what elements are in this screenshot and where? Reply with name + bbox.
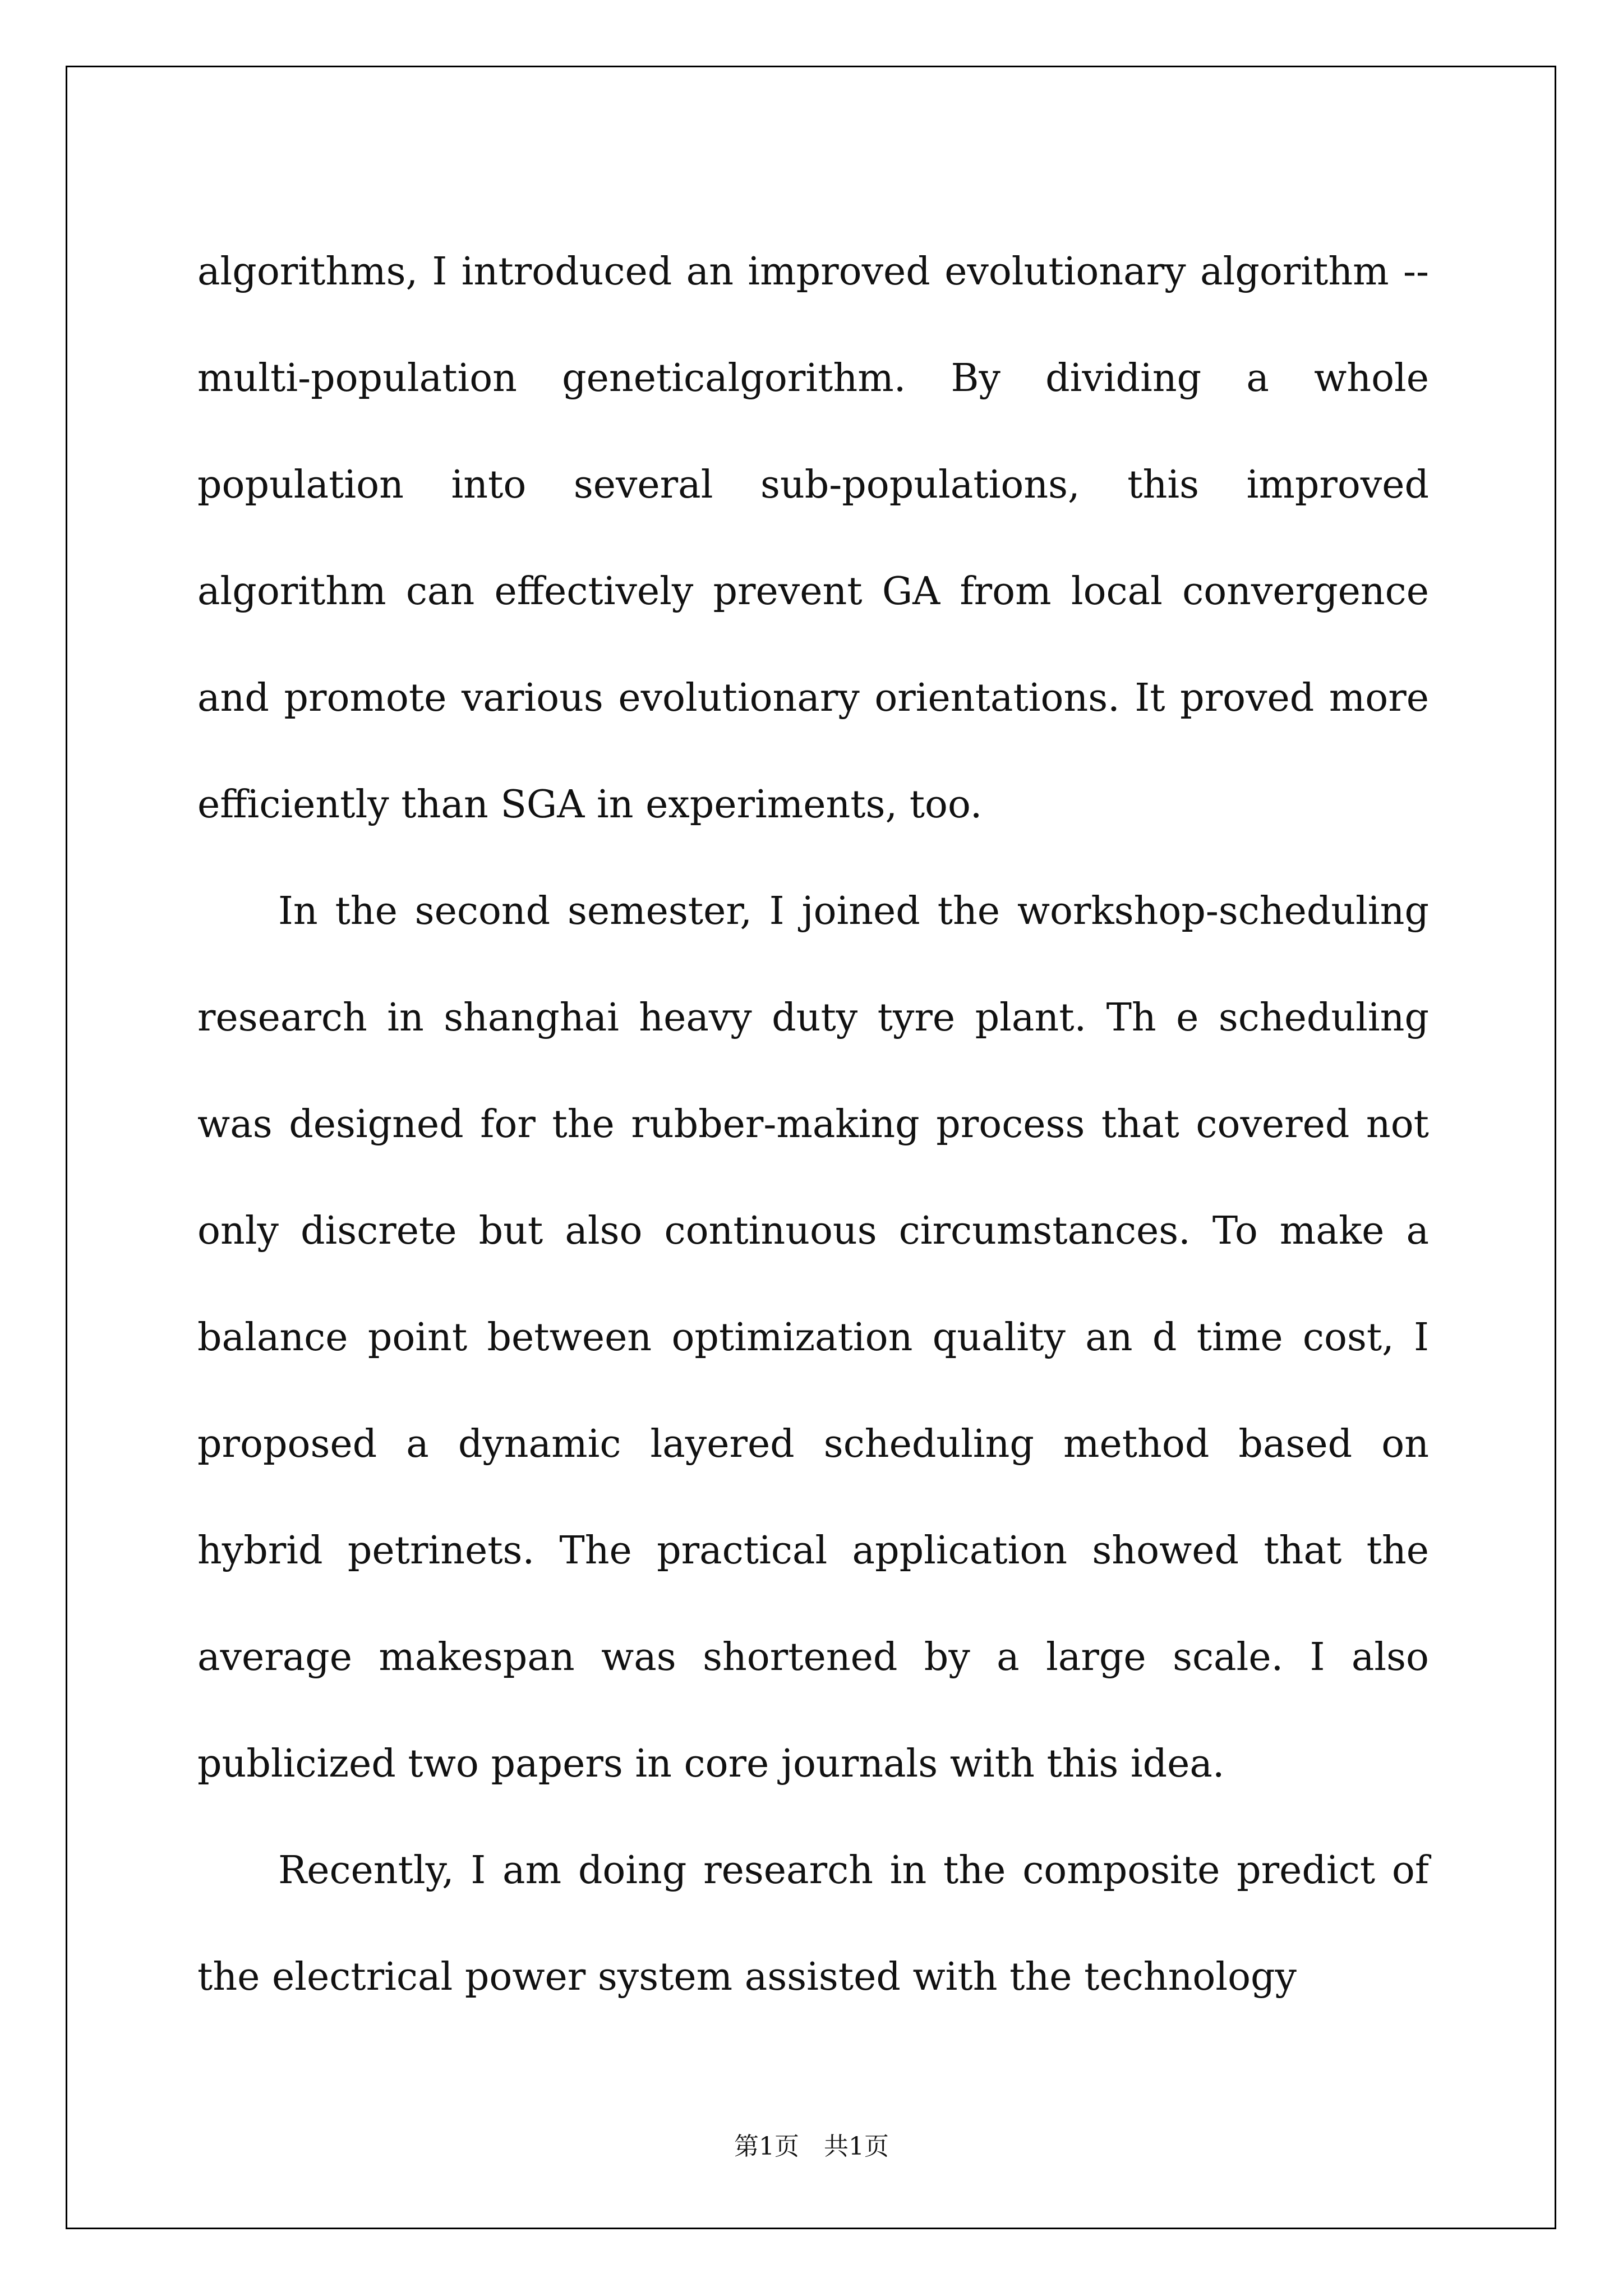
page-footer: 第1页 共1页 bbox=[734, 2132, 889, 2161]
paragraph-3: Recently, I am doing research in the composite predict of the electrical power system assisted with the technology bbox=[197, 1848, 1429, 1999]
paragraph-2: In the second semester, I joined the workshop-scheduling research in shanghai heavy duty tyre plant. Th e scheduling was designed for the rubber-making process that covered not only discrete but also continuous circumstances. To make a balance point between optimization quality an d time cost, I proposed a dynamic layered scheduling method based on hybrid petrinets. The practical application showed that the average makespan was shortened by a large scale. I also publicized two papers in core journals with this idea. bbox=[197, 889, 1429, 1786]
paragraph-1: algorithms, I introduced an improved evolutionary algorithm -- multi-population geneticalgorithm. By dividing a whole population into several sub-populations, this improved algorithm can effectively prevent GA from local convergence and promote various evolutionary orientations. It proved more efficiently than SGA in experiments, too. bbox=[197, 250, 1429, 827]
document-body bbox=[197, 219, 1429, 2031]
